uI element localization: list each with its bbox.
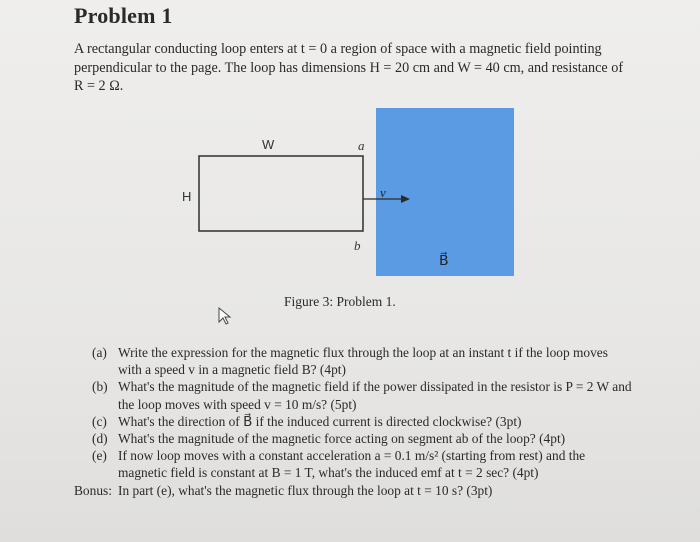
question-item — [74, 344, 634, 378]
problem-title: Problem 1 — [74, 3, 173, 28]
question-item — [74, 430, 634, 447]
question-list — [74, 344, 634, 499]
problem-statement: A rectangular conducting loop enters at t = 0 a region of space with a magnetic field pointing perpendicular to the page. The loop has dimensions H = 20 cm and W = 40 cm, and resistance of R = 2 Ω. — [74, 41, 624, 94]
question-text: If now loop moves with a constant acceleration a = 0.1 m/s² (starting from rest) and the magnetic field is constant at B = 1 T, what's the induced emf at t = 2 sec? (4pt) — [118, 448, 586, 481]
question-text: What's the magnitude of the magnetic force acting on segment ab of the loop? (4pt) — [118, 431, 566, 447]
bonus-question — [74, 482, 634, 499]
question-text: What's the magnitude of the magnetic field if the power dissipated in the resistor is P = 2 W and the loop moves with speed v = 10 m/s? (5pt) — [118, 379, 632, 412]
question-text: Write the expression for the magnetic flux through the loop at an instant t if the loop moves with a speed v in a magnetic field B? (4pt) — [118, 345, 608, 378]
label-a: a — [358, 138, 365, 153]
label-b-field: B⃗ — [439, 254, 449, 269]
question-item — [74, 378, 634, 412]
bonus-text: In part (e), what's the magnetic flux through the loop at t = 10 s? (3pt) — [118, 482, 493, 498]
question-item — [74, 413, 634, 430]
mouse-cursor-icon — [217, 306, 233, 326]
figure-caption: Figure 3: Problem 1. — [284, 294, 396, 309]
question-label: (d) — [92, 431, 108, 447]
magnetic-field-region — [376, 108, 514, 276]
bonus-label: Bonus: — [74, 482, 112, 498]
label-v: v⃗ — [380, 185, 396, 200]
question-label: (c) — [92, 413, 107, 429]
question-item — [74, 447, 634, 481]
label-w: W — [262, 137, 275, 152]
label-h: H — [182, 189, 192, 204]
question-label: (e) — [92, 448, 107, 464]
question-label: (a) — [92, 345, 107, 360]
conducting-loop — [199, 156, 363, 231]
question-label: (b) — [92, 379, 108, 395]
label-b: b — [354, 238, 361, 253]
question-text: What's the direction of B⃗ if the induced current is directed clockwise? (3pt) — [118, 413, 522, 429]
